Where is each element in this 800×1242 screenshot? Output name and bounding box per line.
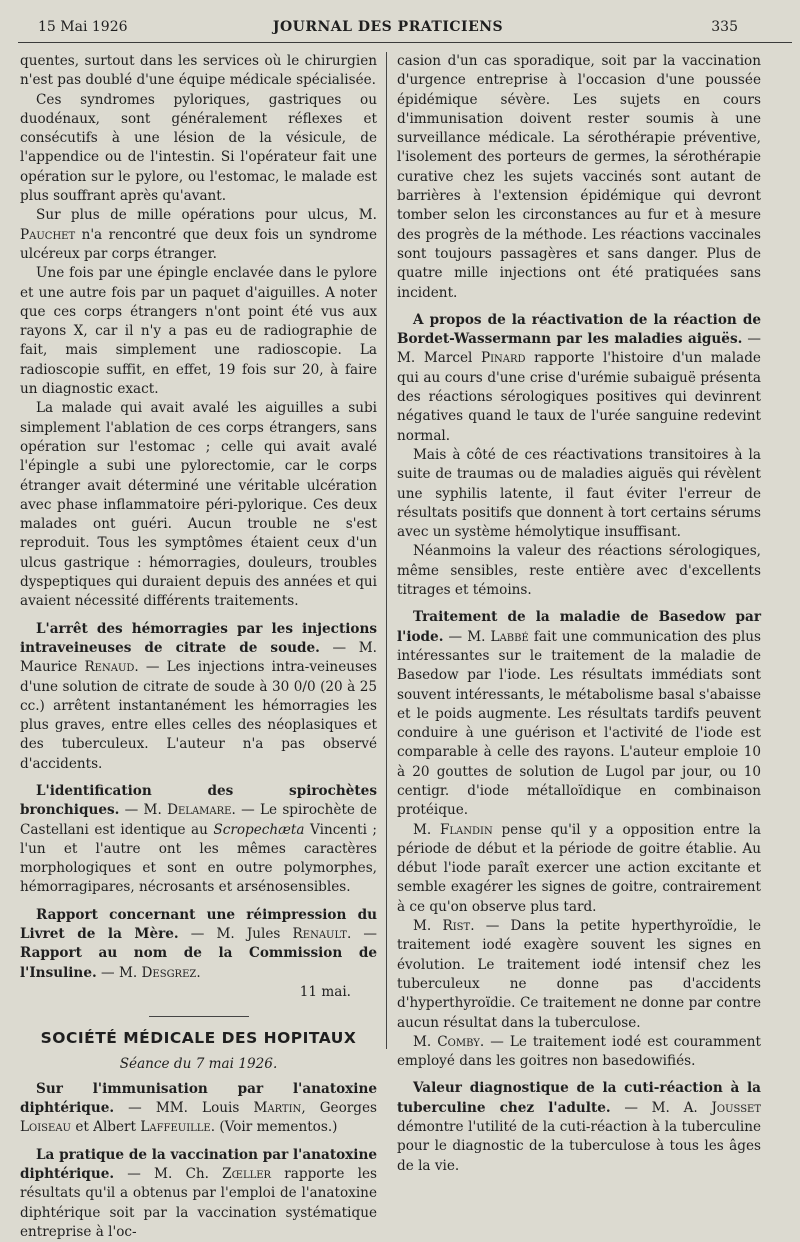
communication-title: Valeur diagnostique de la cuti-réaction à la tuberculine chez l'adulte.: [397, 1080, 761, 1116]
right-column: [397, 52, 761, 1176]
author-name: Renaud: [84, 659, 135, 676]
author-name: Flandin: [439, 821, 493, 838]
author-name: Jousset: [711, 1099, 762, 1116]
communication-title: Sur l'immunisation par l'anatoxine diphtérique.: [20, 1080, 377, 1117]
author-name: Pauchet: [20, 226, 76, 243]
species-name: Scropechæta: [213, 821, 305, 838]
section-rule: [149, 1016, 249, 1017]
communication-entry: Rapport concernant une réimpression du Livret de la Mère. — M. Jules Renault. — Rapport au nom de la Commission de l'Insuline. — M. Desgrez.: [20, 906, 378, 981]
paragraph: M. Comby. — Le traitement iodé est couramment employé dans les goitres non basedowifiés.: [397, 1033, 761, 1070]
paragraph: quentes, surtout dans les services où le chirurgien n'est pas doublé d'une équipe médicale spécialisée.: [20, 53, 377, 89]
communication-entry: Traitement de la maladie de Basedow par l'iode. — M. Labbé fait une communication des plus intéressantes sur le traitement de la maladie de Basedow par l'iode. Les résultats immédiats sont souvent intéressants, le métabolisme basal s'abaisse et le poids augmente. Les résultats tardifs peuvent conduire à une guérison et l'activité de l'iode est comparable à celle des rayons. L'auteur emploie 10 à 20 gouttes de solution de Lugol par jour, ou 10 centigr. d'iode métalloïdique en combinaison protéique.: [397, 609, 762, 819]
author-name: Laffeuille: [140, 1119, 211, 1136]
page-number: 335: [711, 19, 738, 35]
communication-entry: A propos de la réactivation de la réaction de Bordet-Wassermann par les maladies aiguës. — M. Marcel Pinard rapporte l'histoire d'un malade qui au cours d'une crise d'urémie subaiguë présenta des réactions sérologiques positives qui devinrent négatives quand le taux de l'urée sanguine redevint normal.: [397, 311, 761, 444]
communication-entry: L'identification des spirochètes bronchiques. — M. Delamare. — Le spirochète de Castellani est identique au Scropechæta Vincenti ; l'un et l'autre ont les mêmes caractères morphologiques et sont en outre polymorphes, hémorragipares, nécrosants et arsénosensibles.: [20, 782, 378, 896]
author-name: Delamare: [167, 802, 232, 819]
seance-date: Séance du 7 mai 1926.: [119, 1055, 278, 1072]
left-column: [20, 52, 377, 1242]
communication-entry: Valeur diagnostique de la cuti-réaction à la tuberculine chez l'adulte. — M. A. Jousset démontre l'utilité de la cuti-réaction à la tuberculine pour le diagnostic de la tuberculose à tous les âges de la vie.: [397, 1080, 762, 1174]
paragraph: La malade qui avait avalé les aiguilles a subi simplement l'ablation de ces corps étrangers, sans opération sur l'estomac ; celle qui avait avalé l'épingle a subi une pylorectomie, car le corps étranger avait déterminé une véritable ulcération avec phase inflammatoire péri-pylorique. Ces deux malades ont guéri. Aucun trouble ne s'est reproduit. Tous les symptômes étaient ceux d'un ulcus gastrique : hémorragies, douleurs, troubles dyspeptiques qui duraient depuis des années et qui avaient nécessité différents traitements.: [20, 400, 377, 610]
society-heading: SOCIÉTÉ MÉDICALE DES HOPITAUX: [40, 1029, 357, 1048]
communication-title: A propos de la réactivation de la réaction de Bordet-Wassermann par les maladies aiguës.: [397, 311, 761, 348]
author-name: Labbé: [490, 628, 529, 645]
communication-title: La pratique de la vaccination par l'anatoxine diphtérique.: [20, 1146, 377, 1183]
paragraph: M. Flandin pense qu'il y a opposition entre la période de début et la période de goitre établie. Au début l'iode paraît exercer une action excitante et semble exagérer les signes de goitre, contrairement à ce qu'on observe plus tard.: [397, 821, 761, 915]
author-name: Zœller: [222, 1166, 272, 1183]
paragraph: Sur plus de mille opérations pour ulcus, M. Pauchet n'a rencontré que deux fois un syndrome ulcéreux par corps étranger.: [20, 207, 377, 262]
paragraph: casion d'un cas sporadique, soit par la vaccination d'urgence entreprise à l'occasion d'une poussée épidémique sévère. Les sujets en cours d'immunisation doivent rester soumis à une surveillance médicale. La sérothérapie préventive, l'isolement des porteurs de germes, la sérothérapie curative chez les sujets vaccinés sont autant de barrières à l'extension épidémique qui devront tomber selon les circonstances au fur et à mesure des progrès de la méthode. Les réactions vaccinales sont toujours passagères et sans danger. Plus de quatre mille injections ont été pratiquées sans incident.: [397, 53, 761, 301]
communication-title: L'identification des spirochètes bronchiques.: [20, 782, 377, 819]
paragraph: Ces syndromes pyloriques, gastriques ou duodénaux, sont généralement réflexes et consécutifs à une lésion de la vésicule, de l'appendice ou de l'intestin. Si l'opérateur fait une opération sur le pylore, ou l'estomac, le malade est plus souffrant après qu'avant.: [20, 91, 377, 205]
communication-title: Rapport concernant une réimpression du Livret de la Mère.: [20, 906, 377, 943]
header-date: 15 Mai 1926: [38, 19, 128, 35]
communication-title: Rapport au nom de la Commission de l'Insuline.: [20, 945, 377, 981]
author-name: Rist: [442, 918, 471, 935]
communication-title: Traitement de la maladie de Basedow par l'iode.: [397, 609, 761, 645]
communication-entry: Sur l'immunisation par l'anatoxine diphtérique. — MM. Louis Martin, Georges Loiseau et Albert Laffeuille. (Voir mementos.): [20, 1080, 378, 1136]
communication-entry: La pratique de la vaccination par l'anatoxine diphtérique. — M. Ch. Zœller rapporte les résultats qu'il a obtenus par l'emploi de l'anatoxine diphtérique soit par la vaccination systématique entreprise à l'oc-: [20, 1146, 378, 1240]
author-name: Martin: [253, 1100, 302, 1117]
author-name: Desgrez: [141, 964, 197, 981]
journal-title: JOURNAL DES PRATICIENS: [272, 19, 504, 35]
author-name: Comby: [437, 1033, 480, 1050]
author-name: Loiseau: [20, 1119, 71, 1136]
paragraph: Mais à côté de ces réactivations transitoires à la suite de traumas ou de maladies aiguës qui révèlent une syphilis latente, il faut éviter l'erreur de résultats positifs que donnent à tort certains sérums avec un système hémolytique insuffisant.: [397, 446, 761, 541]
paragraph: Une fois par une épingle enclavée dans le pylore et une autre fois par un paquet d'aiguilles. A noter que ces corps étrangers n'ont point été vus aux rayons X, car il n'y a pas eu de radiographie de fait, mais simplement une radioscopie. La radioscopie suffit, en effet, 19 fois sur 20, à faire un diagnostic exact.: [20, 265, 377, 398]
signoff-date: 11 mai.: [299, 983, 351, 1000]
header-rule: [18, 42, 792, 43]
column-divider: [386, 52, 387, 1049]
page-header: [38, 16, 738, 38]
author-name: Renault: [292, 926, 347, 943]
paragraph: M. Rist. — Dans la petite hyperthyroïdie, le traitement iodé exagère souvent les signes en évolution. Le traitement iodé intensif chez les tuberculeux ne donne pas d'accidents d'hyperthyroïdie. Ce traitement ne donne par contre aucun résultat dans la tuberculose.: [397, 918, 761, 1031]
communication-entry: L'arrêt des hémorragies par les injections intraveineuses de citrate de soude. — M. Maurice Renaud. — Les injections intra-veineuses d'une solution de citrate de soude à 30 0/0 (20 à 25 cc.) arrêtent instantanément les hémorragies les plus graves, entre elles celles des néoplasiques et des tuberculeux. L'auteur n'a pas observé d'accidents.: [20, 620, 377, 772]
paragraph: Néanmoins la valeur des réactions sérologiques, même sensibles, reste entière avec d'excellents titrages et témoins.: [397, 543, 761, 599]
author-name: Pinard: [480, 350, 526, 367]
communication-title: L'arrêt des hémorragies par les injections intraveineuses de citrate de soude.: [20, 620, 377, 656]
